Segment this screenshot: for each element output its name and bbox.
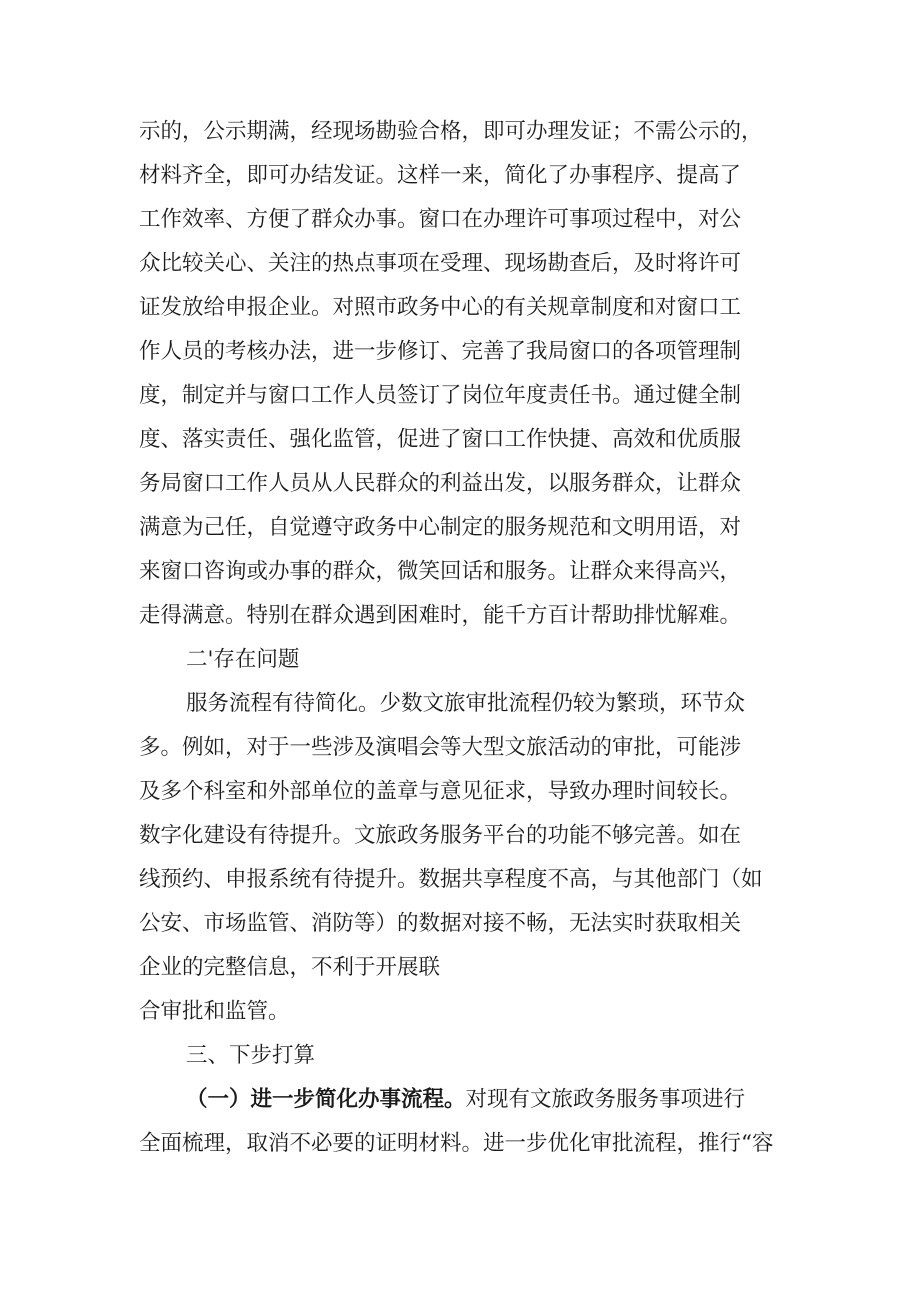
text-line: 走得满意。特别在群众遇到困难时，能千方百计帮助排忧解难。: [139, 603, 742, 628]
text-line: 满意为己任，自觉遵守政务中心制定的服务规范和文明用语，对: [139, 515, 742, 540]
subheading-simplify-process: （一）进一步简化办事流程。: [186, 1087, 466, 1112]
section-heading-problems: 二'存在问题: [186, 647, 300, 672]
text-line: 证发放给申报企业。对照市政务中心的有关规章制度和对窗口工: [139, 295, 742, 320]
text-line: 作人员的考核办法，进一步修订、完善了我局窗口的各项管理制: [139, 339, 742, 364]
text-line: 企业的完整信息，不利于开展联: [139, 955, 441, 980]
text-line: 材料齐全，即可办结发证。这样一来，简化了办事程序、提高了: [139, 163, 742, 188]
text-run: 对现有文旅政务服务事项进行: [465, 1087, 746, 1112]
text-line-mixed: [186, 1088, 745, 1112]
text-line: 合审批和监管。: [139, 999, 290, 1024]
text-line: 公安、市场监管、消防等）的数据对接不畅，无法实时获取相关: [139, 911, 742, 936]
text-line: 众比较关心、关注的热点事项在受理、现场勘查后，及时将许可: [139, 251, 742, 276]
text-line: 来窗口咨询或办事的群众，微笑回话和服务。让群众来得高兴，: [139, 559, 742, 584]
text-line: 度，制定并与窗口工作人员签订了岗位年度责任书。通过健全制: [139, 383, 742, 408]
text-line: 线预约、申报系统有待提升。数据共享程度不高，与其他部门（如: [139, 867, 763, 892]
text-line: 务局窗口工作人员从人民群众的利益出发，以服务群众，让群众: [139, 471, 742, 496]
text-line: 服务流程有待简化。少数文旅审批流程仍较为繁琐，环节众: [186, 691, 746, 716]
text-line: 工作效率、方便了群众办事。窗口在办理许可事项过程中，对公: [139, 207, 742, 232]
text-line: 度、落实责任、强化监管，促进了窗口工作快捷、高效和优质服: [139, 427, 742, 452]
section-heading-next-steps: 三、下步打算: [186, 1043, 316, 1068]
text-line: 数字化建设有待提升。文旅政务服务平台的功能不够完善。如在: [139, 823, 742, 848]
text-line: 全面梳理，取消不必要的证明材料。进一步优化审批流程，推行“容: [139, 1131, 774, 1156]
text-line: 示的，公示期满，经现场勘验合格，即可办理发证；不需公示的，: [139, 119, 763, 144]
text-line: 及多个科室和外部单位的盖章与意见征求，导致办理时间较长。: [139, 779, 742, 804]
text-line: 多。例如，对于一些涉及演唱会等大型文旅活动的审批，可能涉: [139, 735, 742, 760]
